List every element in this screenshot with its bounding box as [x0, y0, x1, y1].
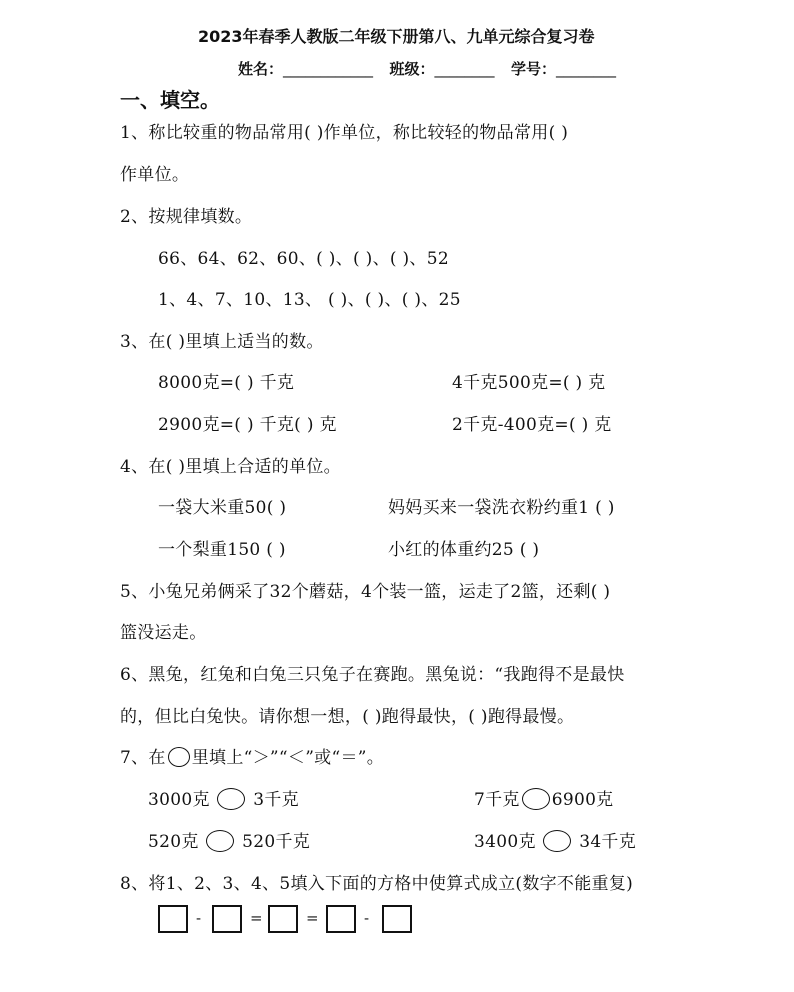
- compare-circle-icon[interactable]: [543, 830, 571, 852]
- answer-box[interactable]: [326, 905, 356, 933]
- minus-sign: -: [364, 909, 370, 927]
- section-heading: 一、填空。: [120, 88, 220, 112]
- q6-line2: 的，但比白兔快。请你想一想，( )跑得最快，( )跑得最慢。: [120, 707, 575, 727]
- q6-line1: 6、黑兔，红兔和白兔三只兔子在赛跑。黑兔说：“我跑得不是最快: [120, 665, 625, 685]
- q5-line1: 5、小兔兄弟俩采了32个蘑菇，4个装一篮，运走了2篮，还剩( ): [120, 582, 611, 602]
- q7-c-left: 520克: [148, 832, 199, 852]
- student-info-line: [238, 58, 616, 79]
- answer-box[interactable]: [382, 905, 412, 933]
- id-blank: ________: [555, 60, 616, 78]
- q7-a-left: 3000克: [148, 790, 210, 810]
- q7-item-d: [474, 827, 636, 852]
- q4-item-a: 一袋大米重50( ): [158, 498, 287, 518]
- q4-item-c: 一个梨重150 ( ): [158, 540, 286, 560]
- id-label: 学号：: [510, 60, 556, 78]
- q7-stem: [120, 743, 384, 768]
- q2-row1: 66、64、62、60、( )、( )、( )、52: [158, 249, 449, 269]
- equals-sign: =: [250, 909, 263, 927]
- answer-box[interactable]: [158, 905, 188, 933]
- q2-stem: 2、按规律填数。: [120, 207, 253, 227]
- page-title: 2023年春季人教版二年级下册第八、九单元综合复习卷: [198, 27, 595, 46]
- q3-stem: 3、在( )里填上适当的数。: [120, 332, 324, 352]
- name-blank: ____________: [283, 60, 374, 78]
- q3-item-b: 4千克500克=( ) 克: [452, 373, 606, 393]
- q7-d-right: 34千克: [579, 832, 637, 852]
- q7-stem-suffix: 里填上“＞”“＜”或“＝”。: [191, 748, 385, 768]
- q7-d-left: 3400克: [474, 832, 536, 852]
- q3-item-c: 2900克=( ) 千克( ) 克: [158, 415, 337, 435]
- class-blank: ________: [434, 60, 495, 78]
- q3-item-a: 8000克=( ) 千克: [158, 373, 295, 393]
- q7-item-a: [148, 785, 299, 810]
- q3-item-d: 2千克-400克=( ) 克: [452, 415, 612, 435]
- q7-b-left: 7千克: [474, 790, 520, 810]
- q7-a-right: 3千克: [253, 790, 299, 810]
- q8-stem: 8、将1、2、3、4、5填入下面的方格中使算式成立(数字不能重复): [120, 874, 634, 894]
- q5-line2: 篮没运走。: [120, 623, 207, 643]
- compare-circle-icon[interactable]: [522, 788, 550, 810]
- q1-line1: 1、称比较重的物品常用( )作单位，称比较轻的物品常用( ): [120, 123, 569, 143]
- q7-b-right: 6900克: [551, 790, 614, 810]
- q4-item-b: 妈妈买来一袋洗衣粉约重1 ( ): [388, 498, 615, 518]
- q4-stem: 4、在( )里填上合适的单位。: [120, 457, 341, 477]
- answer-box[interactable]: [268, 905, 298, 933]
- compare-circle-icon: [168, 747, 190, 767]
- answer-box[interactable]: [212, 905, 242, 933]
- q7-item-c: [148, 827, 310, 852]
- q2-row2: 1、4、7、10、13、 ( )、( )、( )、25: [158, 290, 461, 310]
- class-label: 班级：: [389, 60, 435, 78]
- minus-sign: -: [196, 909, 202, 927]
- q1-line2: 作单位。: [120, 165, 190, 185]
- q7-item-b: [474, 785, 613, 810]
- q7-c-right: 520千克: [242, 832, 311, 852]
- equals-sign: =: [306, 909, 319, 927]
- name-label: 姓名：: [238, 60, 284, 78]
- compare-circle-icon[interactable]: [206, 830, 234, 852]
- compare-circle-icon[interactable]: [217, 788, 245, 810]
- q7-stem-prefix: 7、在: [120, 748, 166, 768]
- q4-item-d: 小红的体重约25 ( ): [388, 540, 540, 560]
